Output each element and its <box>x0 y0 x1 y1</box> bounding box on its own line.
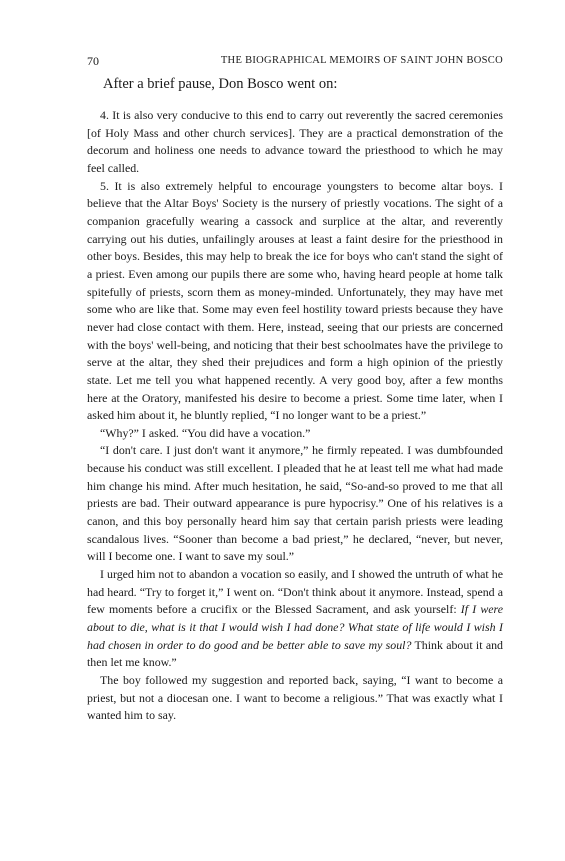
paragraph <box>87 566 503 672</box>
italic-reflection: If I were about to die, what is it that I would wish I had done? What state of life would I wish I had chosen in order to do good and be better able to save my soul? <box>87 602 503 652</box>
paragraph: 4. It is also very conducive to this end to carry out reverently the sacred ceremonies [of Holy Mass and other church services]. They are a practical demonstration of the decorum and holiness one needs to advance toward the priesthood to which he may feel called. <box>87 108 503 175</box>
paragraph: 5. It is also extremely helpful to encourage youngsters to become altar boys. I believe that the Altar Boys' Society is the nursery of priestly vocations. The sight of a companion gracefully wearing a cassock and surplice at the altar, and reverently carrying out his duties, unfailingly arouses at least a faint desire for the priesthood in other boys. Besides, this may help to break the ice for boys who can't stand the sight of a priest. Even among our pupils there are some who, having heard people at home talk spitefully of priests, scorn them as money-minded. Unfortunately, they may have met some who are like that. Some may even feel hostility toward priests because they have never had close contact with them. Here, instead, seeing that our priests are concerned with the boys' well-being, and noticing that their best schoolmates have the privilege to serve at the altar, they shed their prejudices and form a high opinion of the priestly state. Let me tell you what happened recently. A very good boy, after a few months here at the Oratory, manifested his desire to become a priest. Some time later, when I asked him about it, he bluntly replied, “I no longer want to be a priest.” <box>87 178 503 423</box>
paragraph-text: Think about it and then let me know.” <box>87 637 503 670</box>
paragraph: The boy followed my suggestion and reported back, saying, “I want to become a priest, but not a diocesan one. I want to become a religious.” That was exactly what I wanted him to say. <box>87 673 503 723</box>
page-number: 70 <box>87 54 99 68</box>
page-header <box>87 54 503 68</box>
paragraph-text: I urged him not to abandon a vocation so easily, and I showed the untruth of what he had heard. “Try to forget it,” I went on. “Don't think about it anymore. Instead, spend a few moments before a crucifix or the Blessed Sacrament, and ask yourself: <box>87 567 503 617</box>
paragraph: “I don't care. I just don't want it anymore,” he firmly repeated. I was dumbfounded because his conduct was still excellent. I pleaded that he at least tell me what had made him change his mind. After much hesitation, he said, “So-and-so proved to me that all priests are bad. Their outward appearance is pure hypocrisy.” One of his relatives is a canon, and this boy personally heard him say that certain parish priests were leading scandalous lives. “Sooner than become a bad priest,” he declared, “never, but never, will I become one. I want to save my soul.” <box>87 443 503 564</box>
body-text <box>87 107 503 725</box>
running-title: THE BIOGRAPHICAL MEMOIRS OF SAINT JOHN BOSCO <box>220 55 503 66</box>
paragraph: “Why?” I asked. “You did have a vocation.” <box>100 425 311 440</box>
lead-sentence: After a brief pause, Don Bosco went on: <box>103 76 338 92</box>
